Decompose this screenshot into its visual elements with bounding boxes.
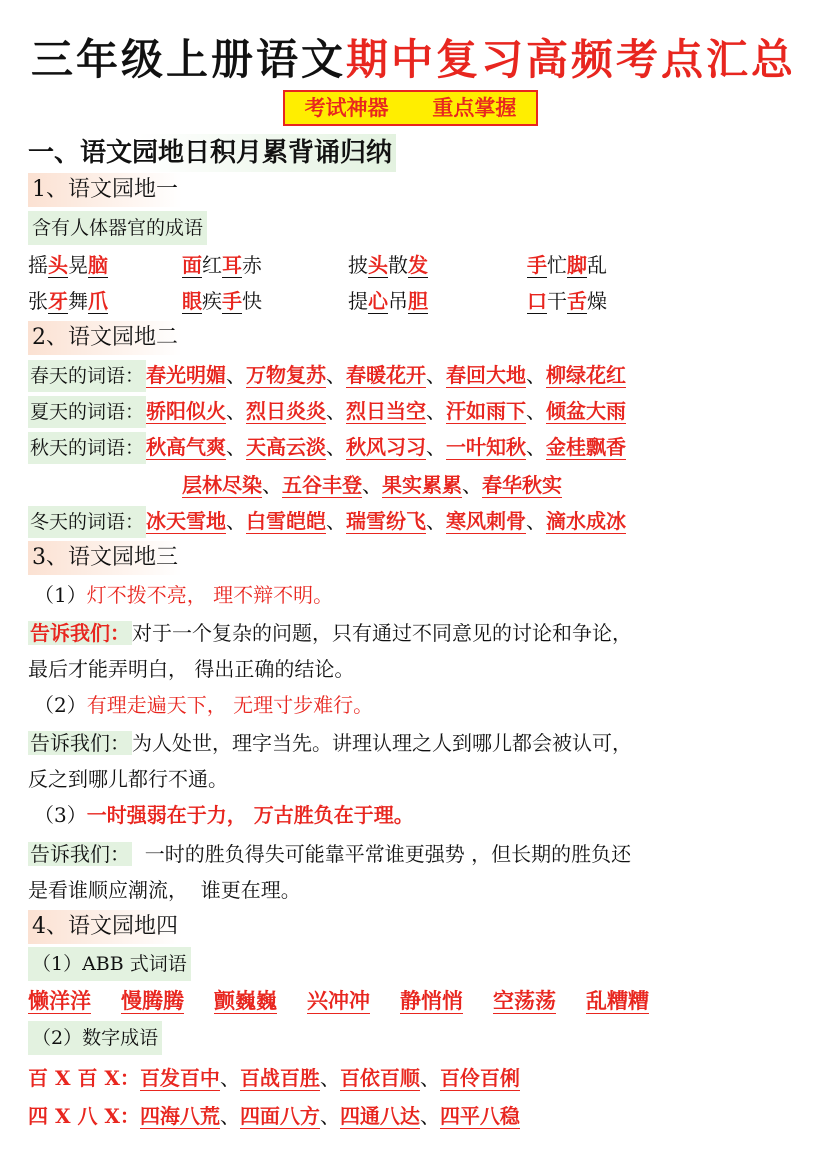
bai-row <box>28 1062 520 1094</box>
explanation-1-line2: 最后才能弄明白， 得出正确的结论。 <box>28 657 355 681</box>
title-part2: 期中复习高频考点汇总 <box>346 35 797 84</box>
summer-label: 夏天的词语： <box>28 396 146 428</box>
quote-2-text: 有理走遍天下， 无理寸步难行。 <box>86 693 374 717</box>
idiom-char: 散 <box>388 253 408 277</box>
separator: 、 <box>426 435 447 459</box>
separator: 、 <box>326 399 347 423</box>
word-item: 天高云淡 <box>246 435 327 459</box>
quote-2 <box>34 690 373 720</box>
separator: 、 <box>319 1104 340 1128</box>
abb-word: 乱糟糟 <box>586 988 649 1013</box>
abb-word: 颤巍巍 <box>214 988 277 1013</box>
si-label: 四 X 八 X： <box>28 1104 140 1128</box>
tell-label-2: 告诉我们： <box>30 731 130 755</box>
abb-word: 慢腾腾 <box>121 988 184 1013</box>
word-item: 四通八达 <box>339 1104 420 1128</box>
word-item: 金桂飘香 <box>546 435 627 459</box>
separator: 、 <box>426 363 447 387</box>
separator: 、 <box>426 399 447 423</box>
idiom-key-char: 手 <box>222 289 242 313</box>
idiom-char: 摇 <box>28 253 48 277</box>
word-item: 四海八荒 <box>139 1104 220 1128</box>
separator: 、 <box>526 363 547 387</box>
idiom-char: 舞 <box>68 289 88 313</box>
garden2-heading: 2、语文园地二 <box>28 321 182 355</box>
garden1-subheading: 含有人体器官的成语 <box>28 211 207 245</box>
idiom-key-char: 舌 <box>567 289 587 313</box>
idiom-key-char: 心 <box>368 289 388 313</box>
word-item: 春光明媚 <box>146 363 227 387</box>
separator: 、 <box>419 1104 440 1128</box>
quote-3 <box>34 800 414 830</box>
word-item: 春暖花开 <box>346 363 427 387</box>
autumn-row <box>28 431 626 464</box>
word-item: 寒风刺骨 <box>446 509 527 533</box>
idiom-char: 晃 <box>68 253 88 277</box>
separator: 、 <box>262 473 282 497</box>
explanation-3-line2: 是看谁顺应潮流， 谁更在理。 <box>28 878 301 902</box>
separator: 、 <box>326 509 347 533</box>
explanation-2-line2: 反之到哪儿都行不通。 <box>28 767 228 791</box>
word-item: 四面八方 <box>239 1104 320 1128</box>
quote-1-text: 灯不拨不亮， 理不辩不明。 <box>86 583 334 607</box>
garden3-heading: 3、语文园地三 <box>28 541 182 575</box>
bai-label: 百 X 百 X： <box>28 1066 140 1090</box>
word-item: 百战百胜 <box>239 1066 320 1090</box>
word-item: 烈日炎炎 <box>246 399 327 423</box>
idiom-key-char: 发 <box>408 253 428 277</box>
separator: 、 <box>526 435 547 459</box>
explanation-2-line1: 为人处世，理字当先。讲理认理之人到哪儿都会被认可， <box>132 731 632 755</box>
separator: 、 <box>226 509 247 533</box>
idiom-key-char: 面 <box>182 253 202 277</box>
word-item: 百依百顺 <box>339 1066 420 1090</box>
separator: 、 <box>319 1066 340 1090</box>
word-item: 秋风习习 <box>346 435 427 459</box>
word-item: 四平八稳 <box>439 1104 520 1128</box>
idiom-key-char: 手 <box>527 253 547 277</box>
explanation-3-line1: 一时的胜负得失可能靠平常谁更强势 ，但长期的胜负还 <box>132 842 632 866</box>
title-part1: 三年级上册语文 <box>30 35 346 84</box>
word-item: 一叶知秋 <box>446 435 527 459</box>
explanation-1-line1: 对于一个复杂的问题，只有通过不同意见的讨论和争论， <box>132 621 632 645</box>
page-title <box>0 30 827 90</box>
idiom-char: 快 <box>242 289 262 313</box>
word-item: 春回大地 <box>446 363 527 387</box>
idiom-char: 乱 <box>587 253 607 277</box>
word-item: 五谷丰登 <box>282 473 362 497</box>
idiom-item <box>527 250 607 280</box>
quote-2-num: （2） <box>34 693 87 717</box>
abb-word: 懒洋洋 <box>28 988 91 1013</box>
idiom-char: 疾 <box>202 289 222 313</box>
idiom-item <box>182 250 262 280</box>
badge: 考试神器 重点掌握 <box>283 90 538 126</box>
word-item: 白雪皑皑 <box>246 509 327 533</box>
word-item: 冰天雪地 <box>146 509 227 533</box>
idiom-char: 提 <box>348 289 368 313</box>
idiom-key-char: 脚 <box>567 253 587 277</box>
separator: 、 <box>526 509 547 533</box>
word-item: 柳绿花红 <box>546 363 627 387</box>
idiom-item <box>348 286 428 316</box>
garden1-heading: 1、语文园地一 <box>28 173 182 207</box>
separator: 、 <box>226 363 247 387</box>
separator: 、 <box>219 1104 240 1128</box>
idiom-key-char: 爪 <box>88 289 108 313</box>
idiom-char: 披 <box>348 253 368 277</box>
quote-3-text: 一时强弱在于力， 万古胜负在于理。 <box>86 803 414 827</box>
tell-label-3: 告诉我们： <box>30 842 130 866</box>
explanation-2 <box>28 725 803 797</box>
abb-words <box>28 986 679 1016</box>
idiom-key-char: 眼 <box>182 289 202 313</box>
autumn-row-2 <box>182 469 562 501</box>
word-item: 烈日当空 <box>346 399 427 423</box>
word-item: 汗如雨下 <box>446 399 527 423</box>
idiom-key-char: 耳 <box>222 253 242 277</box>
idiom-item <box>28 286 108 316</box>
spring-label: 春天的词语： <box>28 360 146 392</box>
word-item: 层林尽染 <box>182 473 262 497</box>
word-item: 瑞雪纷飞 <box>346 509 427 533</box>
separator: 、 <box>219 1066 240 1090</box>
separator: 、 <box>326 435 347 459</box>
garden4-sub1: （1）ABB 式词语 <box>28 947 191 981</box>
idiom-char: 张 <box>28 289 48 313</box>
summer-row <box>28 395 626 428</box>
garden4-heading: 4、语文园地四 <box>28 910 182 944</box>
separator: 、 <box>426 509 447 533</box>
idiom-item <box>182 286 262 316</box>
idiom-char: 赤 <box>242 253 262 277</box>
separator: 、 <box>526 399 547 423</box>
abb-word: 空荡荡 <box>493 988 556 1013</box>
idiom-key-char: 头 <box>368 253 388 277</box>
idiom-item <box>348 250 428 280</box>
winter-row <box>28 505 626 538</box>
idiom-key-char: 牙 <box>48 289 68 313</box>
si-row <box>28 1100 520 1132</box>
spring-row <box>28 359 626 392</box>
quote-1 <box>34 580 333 610</box>
section1-heading: 一、语文园地日积月累背诵归纳 <box>28 134 396 172</box>
idiom-key-char: 脑 <box>88 253 108 277</box>
separator: 、 <box>419 1066 440 1090</box>
winter-label: 冬天的词语： <box>28 506 146 538</box>
word-item: 百发百中 <box>139 1066 220 1090</box>
quote-1-num: （1） <box>34 583 87 607</box>
autumn-label: 秋天的词语： <box>28 432 146 464</box>
separator: 、 <box>226 435 247 459</box>
word-item: 果实累累 <box>382 473 462 497</box>
word-item: 倾盆大雨 <box>546 399 627 423</box>
idiom-key-char: 胆 <box>408 289 428 313</box>
tell-label-1: 告诉我们： <box>30 621 130 645</box>
quote-3-num: （3） <box>34 803 87 827</box>
explanation-1 <box>28 615 803 687</box>
explanation-3 <box>28 836 803 908</box>
idiom-char: 燥 <box>587 289 607 313</box>
idiom-key-char: 口 <box>527 289 547 313</box>
word-item: 秋高气爽 <box>146 435 227 459</box>
abb-word: 静悄悄 <box>400 988 463 1013</box>
word-item: 骄阳似火 <box>146 399 227 423</box>
idiom-char: 干 <box>547 289 567 313</box>
idiom-key-char: 头 <box>48 253 68 277</box>
idiom-char: 吊 <box>388 289 408 313</box>
separator: 、 <box>226 399 247 423</box>
idiom-item <box>28 250 108 280</box>
idiom-char: 红 <box>202 253 222 277</box>
idiom-item <box>527 286 607 316</box>
word-item: 万物复苏 <box>246 363 327 387</box>
separator: 、 <box>462 473 482 497</box>
abb-word: 兴冲冲 <box>307 988 370 1013</box>
garden4-sub2: （2）数字成语 <box>28 1021 162 1055</box>
separator: 、 <box>326 363 347 387</box>
idiom-char: 忙 <box>547 253 567 277</box>
word-item: 春华秋实 <box>482 473 562 497</box>
word-item: 百伶百俐 <box>439 1066 520 1090</box>
word-item: 滴水成冰 <box>546 509 627 533</box>
separator: 、 <box>362 473 382 497</box>
